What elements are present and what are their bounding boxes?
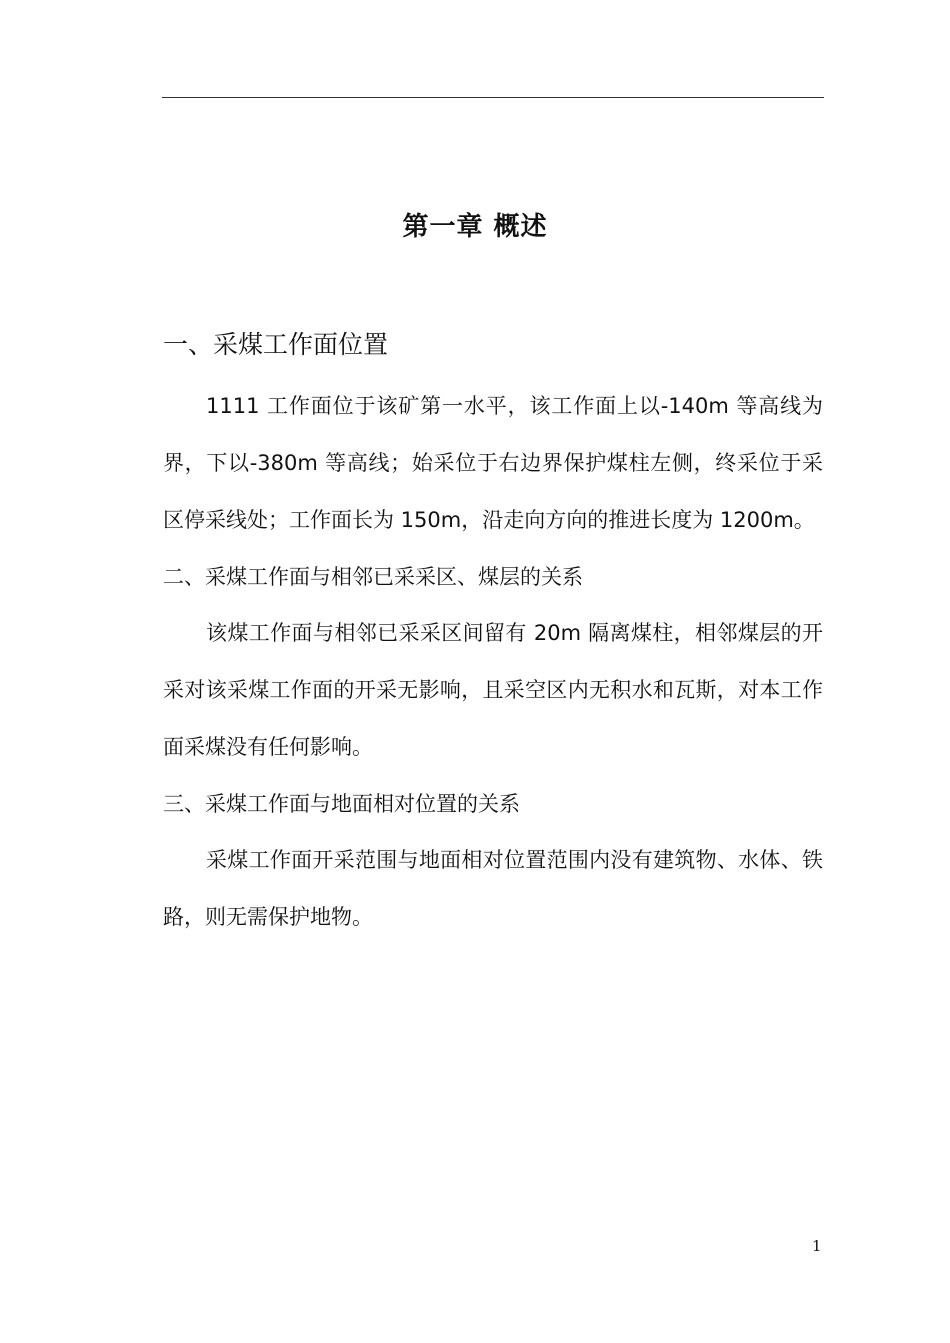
page-number: 1 <box>812 1237 822 1255</box>
section-heading-2: 二、采煤工作面与相邻已采采区、煤层的关系 <box>163 565 583 589</box>
chapter-title: 第一章 概述 <box>402 212 548 242</box>
section-paragraph-3: 采煤工作面开采范围与地面相对位置范围内没有建筑物、水体、铁路，则无需保护地物。 <box>163 848 823 929</box>
section-heading-1: 一、采煤工作面位置 <box>163 330 389 359</box>
section-paragraph-1: 1111 工作面位于该矿第一水平，该工作面上以-140m 等高线为界，下以-380m 等高线；始采位于右边界保护煤柱左侧，终采位于采区停采线处；工作面长为 150m，沿走向方向的推进长度为 1200m。 <box>163 394 823 532</box>
header-rule <box>162 97 824 98</box>
section-heading-3: 三、采煤工作面与地面相对位置的关系 <box>163 792 520 816</box>
section-paragraph-2: 该煤工作面与相邻已采采区间留有 20m 隔离煤柱，相邻煤层的开采对该采煤工作面的开采无影响，且采空区内无积水和瓦斯，对本工作面采煤没有任何影响。 <box>163 621 823 759</box>
